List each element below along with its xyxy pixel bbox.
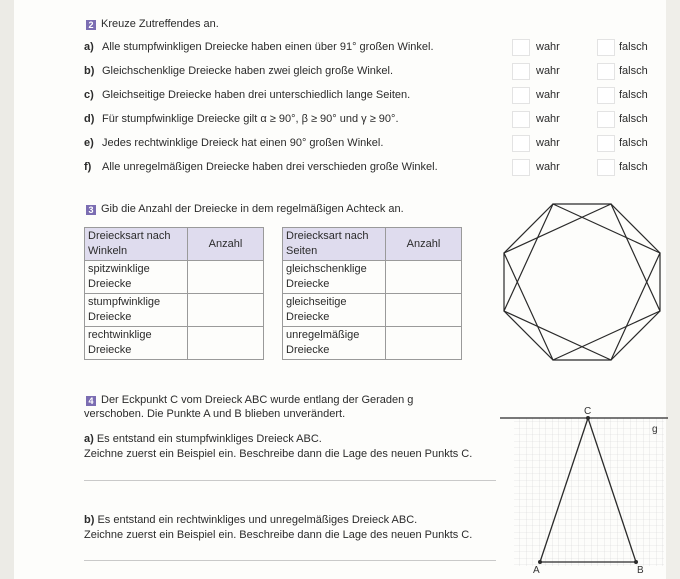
answer-line-a[interactable]	[84, 480, 496, 481]
grid-background	[514, 418, 664, 566]
table-sides-header: Dreiecksart nach Seiten	[283, 228, 386, 261]
checkbox-falsch[interactable]	[597, 39, 615, 56]
table-angles	[84, 227, 264, 360]
statement-label: f)	[84, 161, 92, 173]
task-4-part-b	[84, 514, 417, 526]
table-angles-row-label: rechtwinklige Dreiecke	[85, 327, 188, 360]
table-sides-count-header: Anzahl	[386, 228, 462, 261]
statement-text: Gleichschenklige Dreiecke haben zwei gleich große Winkel.	[102, 65, 394, 77]
statement-row	[84, 41, 434, 53]
task-4-part-a	[84, 433, 322, 445]
checkbox-falsch[interactable]	[597, 111, 615, 128]
label-g: g	[652, 424, 658, 435]
page-edge-left	[0, 0, 14, 579]
table-sides-row-label: unregelmäßige Dreiecke	[283, 327, 386, 360]
statement-label: a)	[84, 41, 94, 53]
page-edge-right	[666, 0, 680, 579]
checkbox-wahr[interactable]	[512, 39, 530, 56]
table-angles-count-cell[interactable]	[188, 327, 264, 360]
statement-row	[84, 137, 383, 149]
falsch-label: falsch	[619, 41, 648, 53]
checkbox-falsch[interactable]	[597, 87, 615, 104]
point-a	[538, 560, 542, 564]
table-sides-count-cell[interactable]	[386, 261, 462, 294]
falsch-label: falsch	[619, 89, 648, 101]
point-b	[634, 560, 638, 564]
statement-row	[84, 65, 393, 77]
task-4-intro-line-2: verschoben. Die Punkte A und B blieben unverändert.	[84, 408, 346, 420]
task-4-number: 4	[86, 396, 96, 406]
checkbox-falsch[interactable]	[597, 159, 615, 176]
falsch-label: falsch	[619, 161, 648, 173]
table-angles-row-label: spitzwinklige Dreiecke	[85, 261, 188, 294]
checkbox-falsch[interactable]	[597, 63, 615, 80]
falsch-label: falsch	[619, 137, 648, 149]
task-3-title: Gib die Anzahl der Dreiecke in dem regelmäßigen Achteck an.	[101, 203, 404, 215]
table-sides-row-label: gleichschenklige Dreiecke	[283, 261, 386, 294]
label-c: C	[584, 406, 592, 417]
wahr-label: wahr	[536, 113, 560, 125]
wahr-label: wahr	[536, 161, 560, 173]
inner-square-1	[504, 204, 660, 360]
statement-text: Jedes rechtwinklige Dreieck hat einen 90° großen Winkel.	[102, 137, 384, 149]
task-4-part-a-instruction: Zeichne zuerst ein Beispiel ein. Beschreibe dann die Lage des neuen Punkts C.	[84, 448, 473, 460]
task-2-number: 2	[86, 20, 96, 30]
statement-text: Alle unregelmäßigen Dreiecke haben drei verschieden große Winkel.	[102, 161, 438, 173]
statement-label: e)	[84, 137, 94, 149]
checkbox-wahr[interactable]	[512, 87, 530, 104]
answer-line-b[interactable]	[84, 560, 496, 561]
task-4-part-a-label: a)	[84, 433, 94, 445]
falsch-label: falsch	[619, 113, 648, 125]
table-sides-count-cell[interactable]	[386, 294, 462, 327]
table-angles-count-cell[interactable]	[188, 261, 264, 294]
checkbox-wahr[interactable]	[512, 159, 530, 176]
table-sides	[282, 227, 462, 360]
label-a: A	[533, 565, 540, 576]
statement-text: Für stumpfwinklige Dreiecke gilt α ≥ 90°, β ≥ 90° und γ ≥ 90°.	[102, 113, 399, 125]
task-4-part-b-instruction: Zeichne zuerst ein Beispiel ein. Beschreibe dann die Lage des neuen Punkts C.	[84, 529, 473, 541]
statement-text: Alle stumpfwinkligen Dreiecke haben einen über 91° großen Winkel.	[102, 41, 434, 53]
triangle-figure	[500, 402, 668, 578]
statement-row	[84, 161, 438, 173]
task-4-part-b-text: Es entstand ein rechtwinkliges und unregelmäßiges Dreieck ABC.	[97, 514, 418, 526]
statement-text: Gleichseitige Dreiecke haben drei unterschiedlich lange Seiten.	[102, 89, 411, 101]
wahr-label: wahr	[536, 89, 560, 101]
label-b: B	[637, 565, 644, 576]
wahr-label: wahr	[536, 65, 560, 77]
task-3-number: 3	[86, 205, 96, 215]
checkbox-falsch[interactable]	[597, 135, 615, 152]
octagon-figure	[496, 196, 668, 368]
table-sides-row-label: gleichseitige Dreiecke	[283, 294, 386, 327]
table-sides-count-cell[interactable]	[386, 327, 462, 360]
table-angles-count-header: Anzahl	[188, 228, 264, 261]
statement-row	[84, 113, 399, 125]
wahr-label: wahr	[536, 41, 560, 53]
task-4-part-b-label: b)	[84, 514, 95, 526]
table-angles-row-label: stumpfwinklige Dreiecke	[85, 294, 188, 327]
checkbox-wahr[interactable]	[512, 135, 530, 152]
checkbox-wahr[interactable]	[512, 63, 530, 80]
statement-row	[84, 89, 410, 101]
table-angles-count-cell[interactable]	[188, 294, 264, 327]
task-4-intro-line-1: Der Eckpunkt C vom Dreieck ABC wurde entlang der Geraden g	[101, 394, 414, 406]
statement-label: b)	[84, 65, 95, 77]
wahr-label: wahr	[536, 137, 560, 149]
checkbox-wahr[interactable]	[512, 111, 530, 128]
octagon-outline	[504, 204, 660, 360]
falsch-label: falsch	[619, 65, 648, 77]
statement-label: d)	[84, 113, 95, 125]
task-2-title: Kreuze Zutreffendes an.	[101, 18, 219, 30]
task-4-part-a-text: Es entstand ein stumpfwinkliges Dreieck ABC.	[96, 433, 322, 445]
statement-label: c)	[84, 89, 94, 101]
table-angles-header: Dreiecksart nach Winkeln	[85, 228, 188, 261]
inner-square-2	[504, 204, 660, 360]
